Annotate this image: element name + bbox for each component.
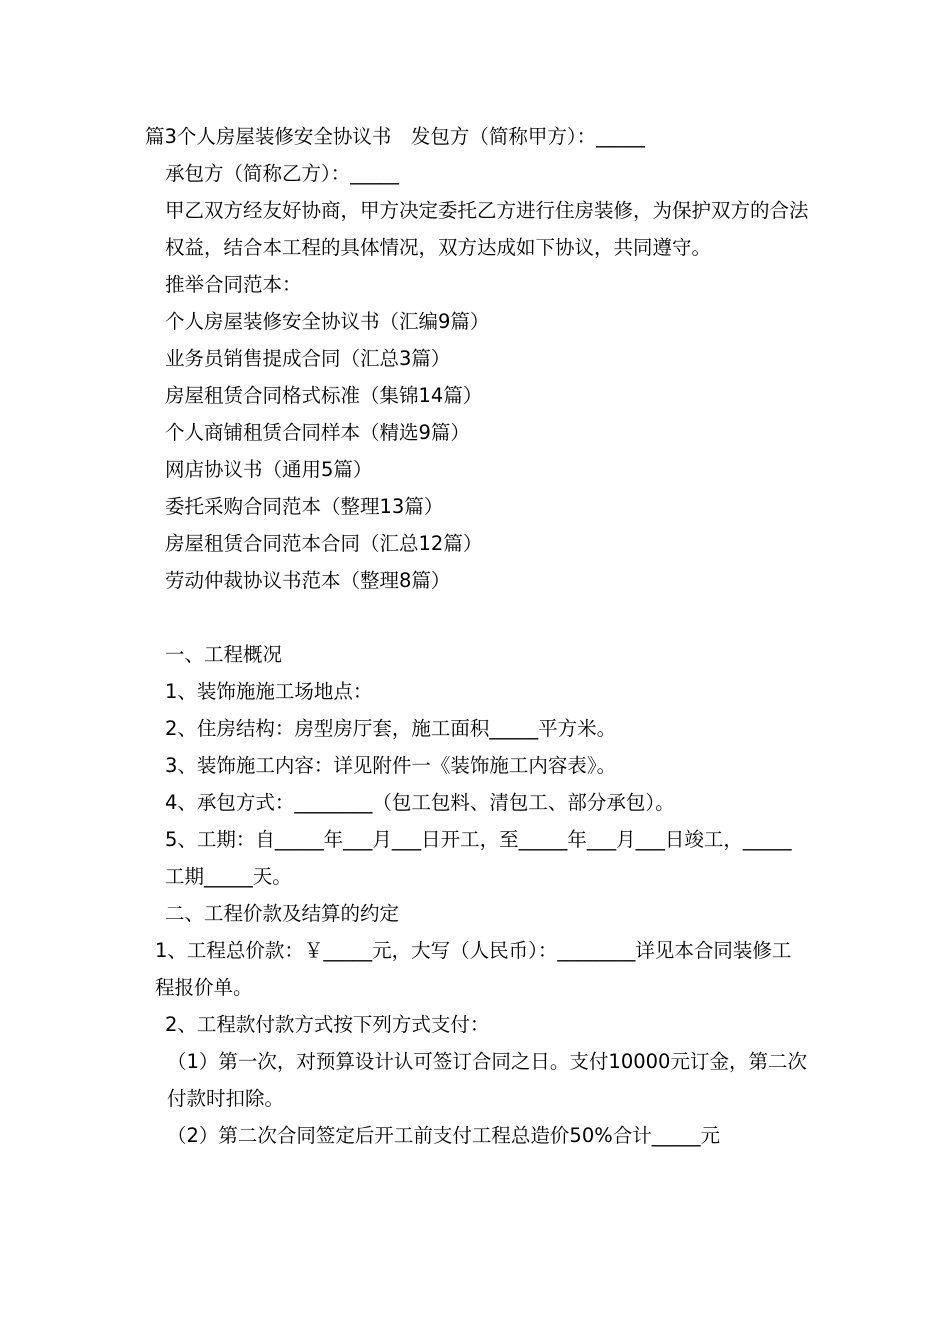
recommend-item: 个人商铺租赁合同样本（精选9篇） — [165, 421, 470, 444]
intro-paragraph: 甲乙双方经友好协商，甲方决定委托乙方进行住房装修，为保护双方的合法权益，结合本工程的具体情况，双方达成如下协议，共同遵守。 — [165, 199, 809, 259]
payment-line: （2）第二次合同签定后开工前支付工程总造价50%合计_____元 — [167, 1124, 720, 1147]
contractor-party-line: 承包方（简称乙方）：_____ — [165, 162, 400, 185]
payment-line: （1）第一次，对预算设计认可签订合同之日。支付10000元订金，第二次付款时扣除。 — [167, 1050, 807, 1110]
clause-line: 2、工程款付款方式按下列方式支付： — [165, 1013, 490, 1036]
clause-line: 2、住房结构：房型房厅套，施工面积_____平方米。 — [165, 717, 617, 740]
clause-line: 3、装饰施工内容：详见附件一《装饰施工内容表》。 — [165, 754, 617, 777]
recommend-item: 委托采购合同范本（整理13篇） — [165, 495, 444, 518]
document-title-line: 篇3个人房屋装修安全协议书 发包方（简称甲方）：_____ — [145, 125, 645, 148]
section-heading: 一、工程概况 — [165, 643, 283, 666]
clause-line: 1、装饰施施工场地点： — [165, 680, 373, 703]
recommend-heading: 推举合同范本： — [165, 273, 302, 296]
recommend-item: 劳动仲裁协议书范本（整理8篇） — [165, 569, 451, 592]
clause-line: 4、承包方式：________（包工包料、清包工、部分承包）。 — [165, 791, 675, 814]
document-body — [145, 118, 810, 1154]
recommend-item: 业务员销售提成合同（汇总3篇） — [165, 347, 451, 370]
recommend-item: 网店协议书（通用5篇） — [165, 458, 373, 481]
clause-line: 5、工期：自_____年___月___日开工，至_____年___月___日竣工，_____工期_____天。 — [165, 828, 792, 888]
blank-line — [145, 599, 810, 636]
recommend-item: 房屋租赁合同范本合同（汇总12篇） — [165, 532, 483, 555]
section-heading: 二、工程价款及结算的约定 — [165, 902, 400, 925]
clause-line: 1、工程总价款：￥_____元，大写（人民币）：________详见本合同装修工程报价单。 — [155, 939, 792, 999]
recommend-item: 个人房屋装修安全协议书（汇编9篇） — [165, 310, 490, 333]
recommend-item: 房屋租赁合同格式标准（集锦14篇） — [165, 384, 483, 407]
